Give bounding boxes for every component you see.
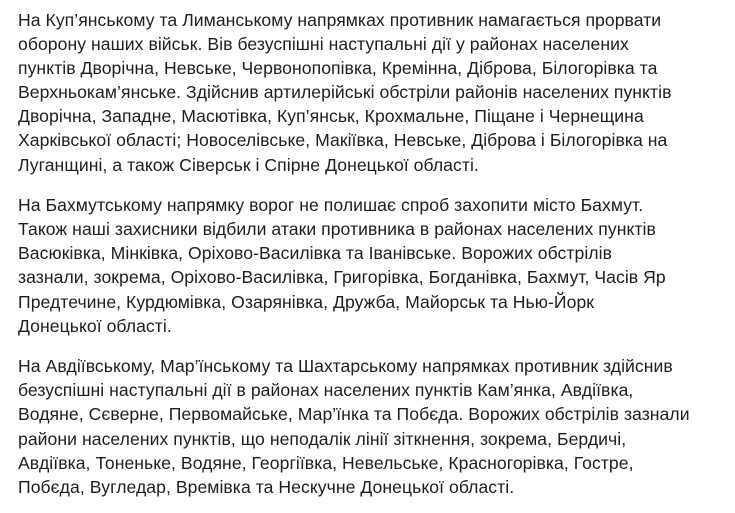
paragraph-avdiivka-marinka-shakhtarsk: На Авдіївському, Мар’їнському та Шахтарському напрямках противник здійснив безуспішні наступальні дії в районах населених пунктів Кам’янка, Авдіївка, Водяне, Сєверне, Первомайське, Мар’їнка та Побєда. Ворожих обстрілів зазнали райони населених пунктів, що неподалік лінії зіткнення, зокрема, Бердичі, Авдіївка, Тоненьке, Водяне, Георгіївка, Невельське, Красногорівка, Гостре, Побєда, Вугледар, Времівка та Нескучне Донецької області. xyxy=(18,356,690,497)
paragraph-bakhmut: На Бахмутському напрямку ворог не полишає спроб захопити місто Бахмут. Також наші захисники відбили атаки противника в районах населених пунктів Васюківка, Мінківка, Оріхово-Василівка та Іванівське. Ворожих обстрілів зазнали, зокрема, Оріхово-Василівка, Григорівка, Богданівка, Бахмут, Часів Яр Предтечине, Курдюмівка, Озарянівка, Дружба, Майорськ та Нью-Йорк Донецької області. xyxy=(18,195,666,336)
paragraph-kupiansk-lyman: На Куп’янському та Лиманському напрямках противник намагається прорвати оборону наших військ. Вів безуспішні наступальні дії у районах населених пунктів Дворічна, Невське, Червонопопівка, Кремінна, Діброва, Білогорівка та Верхньокам’янське. Здійснив артилерійські обстріли районів населених пунктів Дворічна, Западне, Масютівка, Куп’янськ, Крохмальне, Піщане і Чернещина Харківської області; Новоселівське, Макіївка, Невське, Діброва і Білогорівка на Луганщині, а також Сіверськ і Спірне Донецької області. xyxy=(18,10,672,175)
